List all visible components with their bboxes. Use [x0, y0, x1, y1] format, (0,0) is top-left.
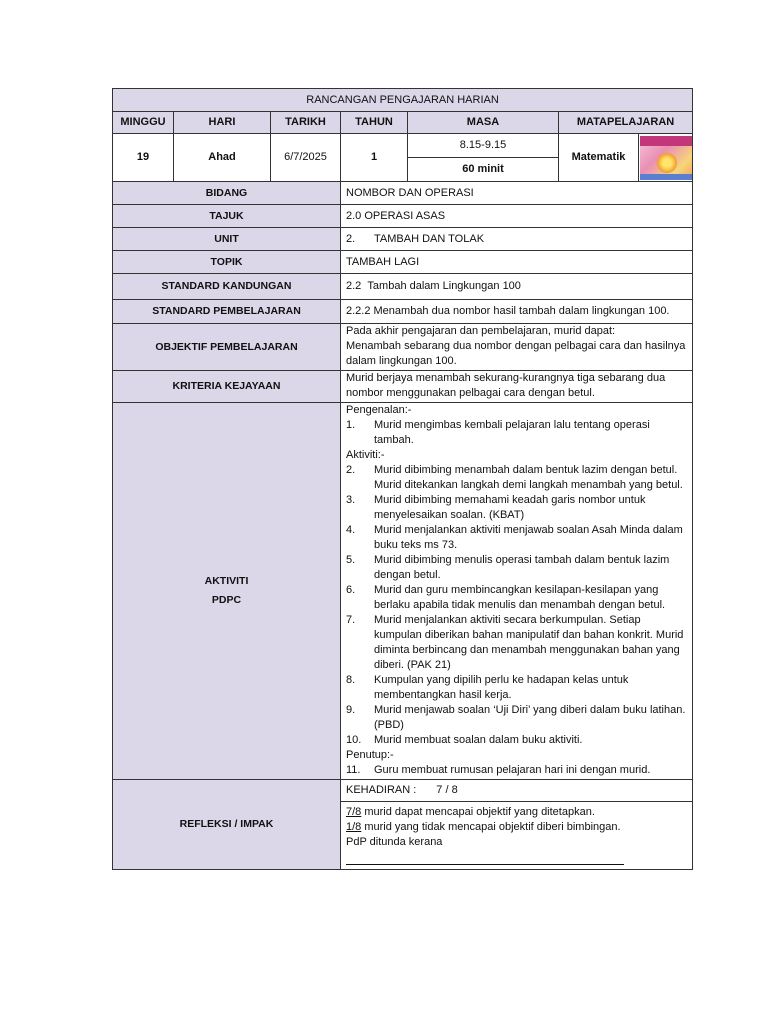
activity-item-text: Murid dibimbing menambah dalam bentuk lazim dengan betul. Murid ditekankan langkah demi langkah menambah yang betul. [374, 464, 683, 491]
masa-time: 8.15-9.15 [408, 134, 558, 158]
activity-item-number: 11. [346, 764, 361, 776]
header-minggu: MINGGU [113, 112, 174, 134]
objektif-intro: Pada akhir pengajaran dan pembelajaran, murid dapat: [346, 325, 616, 337]
masa-duration: 60 minit [462, 163, 504, 175]
postponed-line [346, 835, 687, 865]
postponed-label: PdP ditunda kerana [346, 836, 443, 848]
main-activity-list [346, 463, 687, 748]
activity-item-number: 8. [346, 674, 356, 686]
refleksi-row-attendance [113, 780, 693, 802]
pdpc-label: PDPC [211, 594, 242, 606]
activity-item [346, 553, 687, 583]
refleksi-label: REFLEKSI / IMPAK [113, 780, 341, 870]
activity-item-text: Murid membuat soalan dalam buku aktiviti. [374, 734, 583, 746]
achieved-text: murid dapat mencapai objektif yang ditetapkan. [361, 806, 595, 818]
activity-item-number: 9. [346, 704, 356, 716]
intro-activity-list [346, 418, 687, 448]
aktiviti-heading: Aktiviti:- [346, 449, 385, 461]
not-achieved-line [346, 820, 687, 835]
standard-pembelajaran-label: STANDARD PEMBELAJARAN [113, 300, 341, 324]
tajuk-label: TAJUK [113, 205, 341, 228]
activity-item [346, 418, 687, 448]
standard-pembelajaran-value: 2.2.2 Menambah dua nombor hasil tambah dalam lingkungan 100. [341, 300, 693, 324]
not-achieved-text: murid yang tidak mencapai objektif diberi bimbingan. [361, 821, 621, 833]
topik-row [113, 251, 693, 274]
achieved-line [346, 805, 687, 820]
bidang-label: BIDANG [113, 182, 341, 205]
activity-item-number: 4. [346, 524, 356, 536]
header-masa: MASA [408, 112, 559, 134]
objektif-row [113, 324, 693, 371]
page-title: RANCANGAN PENGAJARAN HARIAN [113, 89, 693, 112]
masa-cell [408, 134, 559, 182]
header-matapelajaran: MATAPELAJARAN [559, 112, 693, 134]
header-tarikh: TARIKH [271, 112, 341, 134]
achieved-fraction: 7/8 [346, 806, 362, 818]
activity-item-number: 10. [346, 734, 362, 746]
impak-cell [341, 802, 693, 870]
activity-item [346, 733, 687, 748]
hari-value: Ahad [174, 134, 271, 182]
activity-item-number: 2. [346, 464, 356, 476]
activity-item [346, 463, 687, 493]
activity-item-text: Murid dibimbing menulis operasi tambah dalam bentuk lazim dengan betul. [374, 554, 670, 581]
objektif-text: Menambah sebarang dua nombor dengan pelbagai cara dan hasilnya dalam lingkungan 100. [346, 340, 686, 367]
aktiviti-label-cell [113, 403, 341, 780]
tajuk-value: 2.0 OPERASI ASAS [341, 205, 693, 228]
unit-value: TAMBAH DAN TOLAK [374, 232, 485, 245]
kriteria-value: Murid berjaya menambah sekurang-kurangnya tiga sebarang dua nombor menggunakan pelbagai cara dengan betul. [341, 371, 693, 403]
unit-number: 2. [346, 232, 356, 245]
activity-item-number: 5. [346, 554, 356, 566]
aktiviti-content [341, 403, 693, 780]
activity-item-text: Murid menjawab soalan ‘Uji Diri’ yang diberi dalam buku latihan. (PBD) [374, 704, 686, 731]
penutup-heading: Penutup:- [346, 749, 394, 761]
not-achieved-fraction: 1/8 [346, 821, 362, 833]
kehadiran-cell [341, 780, 693, 802]
closing-activity-list [346, 763, 687, 778]
aktiviti-row [113, 403, 693, 780]
activity-item [346, 493, 687, 523]
pengenalan-heading: Pengenalan:- [346, 404, 412, 416]
info-row [113, 134, 693, 182]
unit-value-cell [341, 228, 693, 251]
aktiviti-label: AKTIVITI [204, 575, 249, 587]
minggu-value: 19 [113, 134, 174, 182]
activity-item [346, 673, 687, 703]
activity-item [346, 523, 687, 553]
topik-label: TOPIK [113, 251, 341, 274]
textbook-cover-cell [639, 134, 693, 182]
tarikh-value: 6/7/2025 [271, 134, 341, 182]
activity-item-number: 1. [346, 419, 356, 431]
unit-label: UNIT [113, 228, 341, 251]
kehadiran-label: KEHADIRAN : [346, 784, 417, 796]
lesson-plan-sheet [112, 88, 692, 870]
objektif-cell [341, 324, 693, 371]
textbook-cover-image [640, 136, 692, 180]
objektif-label: OBJEKTIF PEMBELAJARAN [113, 324, 341, 371]
activity-item-text: Murid mengimbas kembali pelajaran lalu tentang operasi tambah. [374, 419, 650, 446]
bidang-row [113, 182, 693, 205]
kriteria-row [113, 371, 693, 403]
kehadiran-value: 7 / 8 [436, 784, 458, 796]
lesson-plan-table [112, 88, 693, 870]
activity-item-text: Murid menjalankan aktiviti menjawab soalan Asah Minda dalam buku teks ms 73. [374, 524, 683, 551]
standard-pembelajaran-row [113, 300, 693, 324]
activity-item [346, 613, 687, 673]
activity-item [346, 703, 687, 733]
activity-item-text: Murid menjalankan aktiviti secara berkumpulan. Setiap kumpulan diberikan bahan manipulatif dan bahan konkrit. Murid diminta berbincang dan menambah menggunakan bahan yang diberi. (PAK 21) [374, 614, 684, 671]
standard-kandungan-label: STANDARD KANDUNGAN [113, 274, 341, 300]
tahun-value: 1 [341, 134, 408, 182]
activity-item-number: 6. [346, 584, 356, 596]
matapelajaran-value: Matematik [559, 134, 639, 182]
activity-item [346, 583, 687, 613]
header-tahun: TAHUN [341, 112, 408, 134]
standard-kandungan-value: Tambah dalam Lingkungan 100 [367, 280, 521, 292]
unit-row [113, 228, 693, 251]
title-row [113, 89, 693, 112]
kriteria-label: KRITERIA KEJAYAAN [113, 371, 341, 403]
tajuk-row [113, 205, 693, 228]
activity-item-text: Kumpulan yang dipilih perlu ke hadapan kelas untuk membentangkan hasil kerja. [374, 674, 629, 701]
standard-kandungan-number: 2.2 [346, 280, 362, 292]
bidang-value: NOMBOR DAN OPERASI [341, 182, 693, 205]
activity-item-text: Guru membuat rumusan pelajaran hari ini dengan murid. [374, 764, 651, 776]
standard-kandungan-row [113, 274, 693, 300]
header-hari: HARI [174, 112, 271, 134]
topik-value: TAMBAH LAGI [341, 251, 693, 274]
postponed-reason-blank[interactable] [346, 853, 624, 865]
standard-kandungan-cell [341, 274, 693, 300]
activity-item [346, 763, 687, 778]
activity-item-text: Murid dan guru membincangkan kesilapan-kesilapan yang berlaku apabila tidak menulis dan menambah dengan betul. [374, 584, 666, 611]
header-row [113, 112, 693, 134]
activity-item-text: Murid dibimbing memahami keadah garis nombor untuk menyelesaikan soalan. (KBAT) [374, 494, 646, 521]
activity-item-number: 3. [346, 494, 356, 506]
activity-item-number: 7. [346, 614, 356, 626]
